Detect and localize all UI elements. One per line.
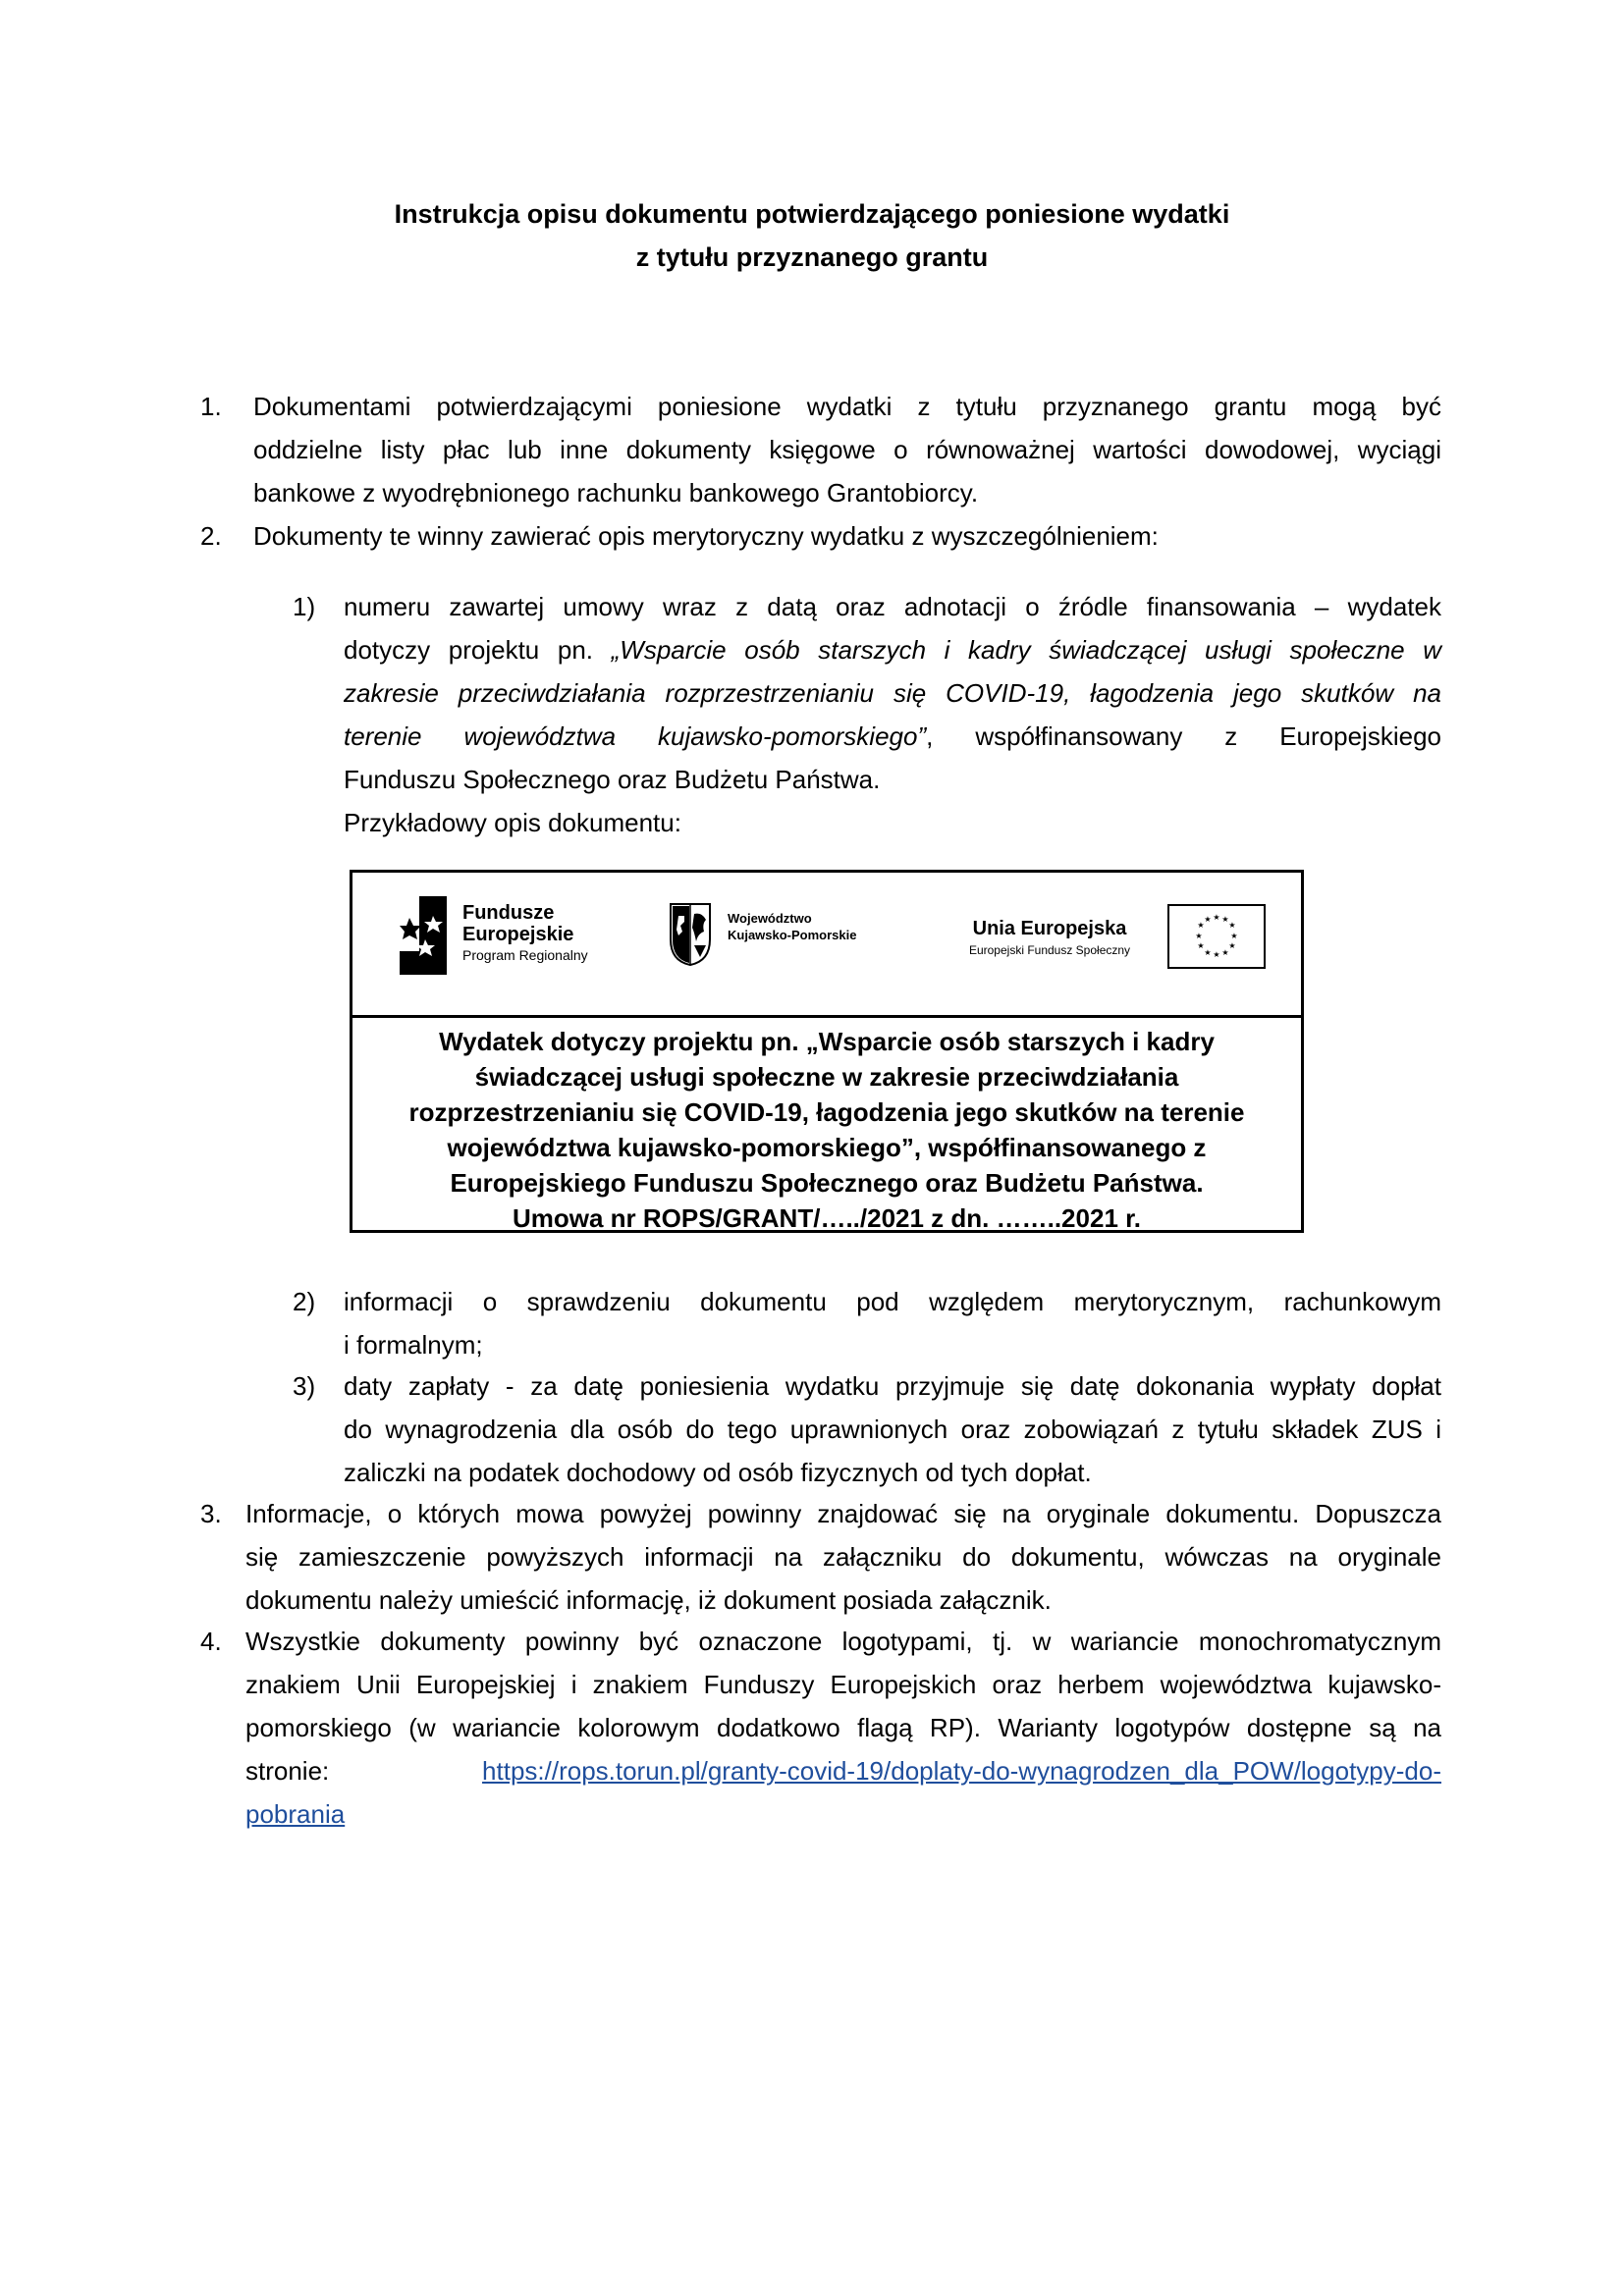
sample-description-text [352,1018,1301,1233]
item-3-line: dokumentu należy umieścić informację, iż dokument posiada załącznik. [245,1585,1052,1615]
item-1-line: bankowe z wyodrębnionego rachunku bankowego Grantobiorcy. [253,478,979,507]
subitem-1-line: Funduszu Społecznego oraz Budżetu Państwa. [344,765,881,794]
sample-line: Europejskiego Funduszu Społecznego oraz Budżetu Państwa. [450,1168,1204,1198]
subitem-2-line: informacji o sprawdzeniu dokumentu pod względem merytorycznym, rachunkowym [344,1287,1441,1316]
item-4-line [245,1749,1441,1792]
svg-text:★: ★ [1197,941,1205,950]
subitem-1-line [344,628,1441,671]
title-line-2: z tytułu przyznanego grantu [635,242,989,272]
sample-description-box [350,870,1304,1233]
item-3-text [245,1492,1441,1622]
project-name-italic: terenie województwa kujawsko-pomorskiego” [344,721,927,751]
sample-line: świadczącej usługi społeczne w zakresie przeciwdziałania [474,1062,1179,1092]
fe-line-1: Fundusze [462,902,555,924]
svg-text:★: ★ [1221,915,1229,924]
title-line-1: Instrukcja opisu dokumentu potwierdzającego poniesione wydatki [394,199,1230,229]
link-prefix: stronie: [245,1756,330,1786]
item-4-line: Wszystkie dokumenty powinny być oznaczone logotypami, tj. w wariancie monochromatycznym [245,1627,1441,1656]
item-3-line: Informacje, o których mowa powyżej powinny znajdować się na oryginale dokumentu. Dopuszcza [245,1499,1441,1528]
wkp-line-2: Kujawsko-Pomorskie [728,928,857,942]
item-2-line: Dokumenty te winny zawierać opis merytoryczny wydatku z wyszczególnieniem: [253,521,1159,551]
subitem-2-text [344,1280,1441,1366]
subitem-1-text [344,585,1441,844]
subitem-3-number: 3) [293,1371,316,1401]
item-3-line: się zamieszczenie powyższych informacji na załączniku do dokumentu, wówczas na oryginale [245,1542,1441,1572]
item-1-text [253,385,1441,514]
project-name-italic: „Wsparcie osób starszych i kadry świadczącej usługi społeczne w [611,635,1441,665]
subitem-3-line: do wynagrodzenia dla osób do tego uprawnionych oraz zobowiązań z tytułu składek ZUS i [344,1415,1441,1444]
item-4-line: pomorskiego (w wariancie kolorowym dodatkowo flagą RP). Warianty logotypów dostępne są na [245,1713,1441,1742]
svg-text:★: ★ [1195,932,1203,940]
svg-text:★: ★ [1213,913,1220,922]
fundusze-europejskie-logo-text [462,902,588,965]
fe-line-2: Europejskie [462,924,574,945]
fe-line-3: Program Regionalny [462,947,588,963]
subitem-1-prefix: dotyczy projektu pn. [344,635,612,665]
subitem-2-number: 2) [293,1287,316,1316]
svg-text:★: ★ [1221,948,1229,957]
wkp-line-1: Województwo [728,911,812,926]
document-title [0,192,1624,279]
svg-text:★: ★ [1228,921,1236,930]
voivodeship-crest-icon [669,902,712,967]
svg-text:★: ★ [1213,950,1220,959]
item-1-number: 1. [200,392,222,421]
fundusze-europejskie-logo-icon [400,896,447,975]
item-4-line [245,1792,1441,1836]
svg-text:★: ★ [1204,948,1212,957]
item-1-line: oddzielne listy płac lub inne dokumenty księgowe o równoważnej wartości dowodowej, wyciągi [253,435,1441,464]
sample-line: województwa kujawsko-pomorskiego”, współfinansowanego z [447,1133,1207,1162]
eu-line-2: Europejski Fundusz Społeczny [968,943,1131,957]
project-name-italic: zakresie przeciwdziałania rozprzestrzenianiu się COVID-19, łagodzenia jego skutków na [344,678,1441,708]
item-3-number: 3. [200,1499,222,1528]
item-4-line: znakiem Unii Europejskiej i znakiem Funduszy Europejskich oraz herbem województwa kujawsko- [245,1670,1441,1699]
item-4-text [245,1620,1441,1836]
sample-line: Wydatek dotyczy projektu pn. „Wsparcie osób starszych i kadry [439,1027,1215,1056]
eu-line-1: Unia Europejska [972,918,1127,939]
subitem-1-number: 1) [293,592,316,621]
subitem-3-text [344,1364,1441,1494]
svg-text:★: ★ [1230,932,1238,940]
item-1-line: Dokumentami potwierdzającymi poniesione wydatki z tytułu przyznanego grantu mogą być [253,392,1441,421]
subitem-2-line: i formalnym; [344,1330,483,1360]
sample-line: Umowa nr ROPS/GRANT/…../2021 z dn. ……..2021 r. [512,1203,1142,1233]
item-2-number: 2. [200,521,222,551]
svg-text:★: ★ [1204,915,1212,924]
logotypes-link[interactable]: https://rops.torun.pl/granty-covid-19/doplaty-do-wynagrodzen_dla_POW/logotypy-do- [482,1756,1441,1786]
sample-line: rozprzestrzenianiu się COVID-19, łagodzenia jego skutków na terenie [408,1097,1245,1127]
subitem-1-suffix: , współfinansowany z Europejskiego [926,721,1441,751]
item-4-number: 4. [200,1627,222,1656]
subitem-1-line: numeru zawartej umowy wraz z datą oraz adnotacji o źródle finansowania – wydatek [344,592,1441,621]
item-2-text [253,514,1441,558]
subitem-3-line: daty zapłaty - za datę poniesienia wydatku przyjmuje się datę dokonania wypłaty dopłat [344,1371,1441,1401]
subitem-1-line [344,715,1441,758]
voivodeship-logo-text [728,910,857,943]
eu-logo-text [942,916,1158,959]
subitem-3-line: zaliczki na podatek dochodowy od osób fizycznych od tych dopłat. [344,1458,1092,1487]
sample-caption: Przykładowy opis dokumentu: [344,808,681,837]
logotypes-link-continued[interactable]: pobrania [245,1799,346,1829]
eu-flag-icon [1167,904,1266,969]
svg-text:★: ★ [1197,921,1205,930]
logos-strip [352,873,1301,1018]
svg-text:★: ★ [1228,941,1236,950]
